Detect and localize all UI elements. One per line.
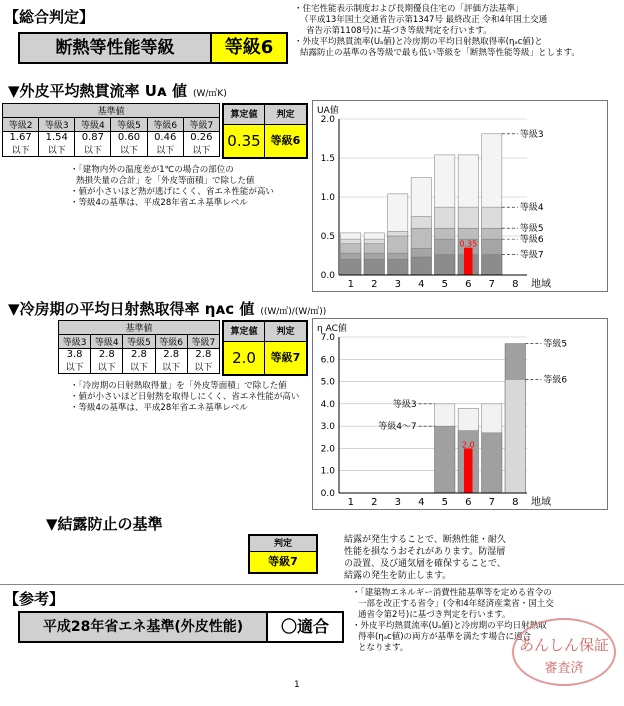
eta-result-box (222, 320, 308, 376)
ua-notes (70, 165, 310, 209)
y-tick-label: 4.0 (320, 399, 335, 410)
eta-std-cell (59, 349, 91, 374)
y-tick-label: 0.0 (320, 489, 335, 499)
y-tick-label: 0.0 (320, 271, 335, 281)
y-tick-label: 5.0 (320, 377, 335, 388)
ua-note-line: ・「建物内外の温度差が1℃の場合の部位の (70, 165, 234, 175)
ua-heading: ▼外皮平均熱貫流率 Uᴀ 値 (8, 82, 187, 100)
ua-group-header: 基準値 (3, 104, 220, 118)
overall-note-line: 省告示第1108号)に基づき等級判定を行います。 (306, 26, 492, 36)
calculated-value-label: 0.35 (459, 239, 478, 249)
reference-value: 〇適合 (266, 613, 342, 641)
series-label: 等級4～7 (378, 422, 417, 433)
ua-std-suffix: 以下 (11, 146, 30, 156)
ua-grade-header: 等級4 (75, 118, 111, 132)
series-label: 等級6 (543, 375, 568, 386)
eta-std-suffix: 以下 (162, 363, 181, 373)
eta-note-line: ・等級4の基準は、平成28年省エネ基準レベル (70, 403, 248, 413)
eta-notes (70, 381, 312, 414)
ua-chart (312, 100, 608, 292)
eta-grade-header: 等級5 (123, 335, 155, 349)
calculated-value-label: 2.0 (461, 440, 475, 450)
bar (364, 259, 384, 275)
condensation-judge-header: 判定 (250, 536, 316, 552)
eta-std-cell (187, 349, 219, 374)
condensation-heading: ▼結露防止の基準 (46, 515, 163, 533)
reference-note-line: ・外皮平均熱貫流率(Uₐ値)と冷房期の平均日射熱取 (352, 621, 547, 631)
eta-calc-header: 算定値 (224, 322, 265, 342)
bar (435, 255, 455, 275)
ua-std-suffix: 以下 (120, 146, 139, 156)
ua-grade-header: 等級3 (39, 118, 75, 132)
x-tick-label: 3 (394, 279, 401, 290)
x-tick-label: 1 (347, 279, 354, 290)
calculated-value-bar (464, 248, 472, 275)
x-tick-label: 1 (347, 497, 354, 508)
eta-note-line: ・「冷房期の日射熱取得量」を「外皮等面積」で除した値 (70, 381, 287, 391)
ua-note-line: 熱損失量の合計」を「外皮等面積」で除した値 (76, 176, 255, 186)
overall-notes (294, 4, 620, 59)
condensation-notes (344, 534, 544, 582)
ua-std-suffix: 以下 (156, 146, 175, 156)
section-divider (0, 584, 624, 585)
eta-judge-value: 等級7 (265, 342, 306, 374)
eta-std-suffix: 以下 (129, 363, 148, 373)
reference-note-line: 得率(ηₐc値)の両方が基準を満たす場合に適合 (358, 632, 532, 642)
ua-std-suffix: 以下 (47, 146, 66, 156)
stamp-line-1: あんしん保証 (518, 636, 609, 654)
ua-standards-table (2, 103, 220, 157)
x-tick-label: 5 (441, 279, 448, 290)
eta-grade-header: 等級7 (187, 335, 219, 349)
x-tick-label: 7 (488, 497, 495, 508)
ua-std-value: 1.67 (9, 132, 32, 143)
series-label: 等級7 (519, 250, 544, 261)
condensation-result-box (248, 534, 318, 574)
overall-result-box (18, 32, 288, 64)
y-tick-label: 7.0 (320, 333, 335, 343)
overall-note-line: ・住宅性能表示制度および長期優良住宅の「評価方法基準」 (294, 4, 524, 14)
ua-std-value: 0.26 (190, 132, 213, 143)
ua-std-value: 1.54 (45, 132, 68, 143)
bar (435, 426, 455, 493)
eta-std-value: 2.8 (163, 349, 180, 360)
eta-standards-table (58, 320, 220, 374)
reference-label: 平成28年省エネ基準(外皮性能) (20, 613, 266, 641)
eta-std-suffix: 以下 (97, 363, 116, 373)
bar (341, 259, 361, 275)
bar (482, 255, 502, 275)
eta-std-suffix: 以下 (194, 363, 213, 373)
overall-note-line: （平成13年国土交通省告示第1347号 最終改正 令和4年国土交通 (300, 15, 548, 25)
x-tick-label: 5 (441, 497, 448, 508)
ua-grade-header: 等級5 (111, 118, 147, 132)
bar (388, 259, 408, 275)
series-label: 等級3 (392, 399, 417, 410)
y-tick-label: 3.0 (320, 422, 335, 433)
eta-std-value: 3.8 (66, 349, 83, 360)
x-tick-label: 3 (394, 497, 401, 508)
ua-calc-value: 0.35 (224, 125, 265, 157)
eta-std-cell (123, 349, 155, 374)
reference-result-box (18, 611, 344, 643)
ua-std-cell (75, 132, 111, 157)
y-tick-label: 1.0 (320, 466, 335, 477)
ua-std-suffix: 以下 (83, 146, 102, 156)
eta-std-value: 2.8 (98, 349, 115, 360)
condensation-note-line: 結露が発生することで、断熱性能・耐久 (344, 535, 506, 545)
ua-note-line: ・等級4の基準は、平成28年省エネ基準レベル (70, 198, 248, 208)
eta-std-cell (91, 349, 123, 374)
x-tick-label: 4 (418, 497, 425, 508)
y-tick-label: 1.5 (320, 154, 335, 164)
eta-grade-header: 等級4 (91, 335, 123, 349)
ua-std-cell (3, 132, 39, 157)
bar (411, 257, 431, 275)
x-tick-label: 8 (512, 279, 519, 290)
overall-label: 断熱等性能等級 (20, 34, 210, 62)
ua-std-value: 0.60 (117, 132, 141, 143)
eta-std-value: 2.8 (195, 349, 212, 360)
series-label: 等級5 (519, 224, 544, 235)
reference-heading: 【参考】 (4, 590, 65, 608)
x-tick-label: 8 (512, 497, 519, 508)
ua-grade-header: 等級6 (147, 118, 183, 132)
chart-ylabel: η AC値 (317, 324, 347, 334)
overall-note-line: ・外皮平均熱貫流率(Uₐ値)と冷房期の平均日射熱取得率(ηₐc値)と (294, 37, 543, 47)
series-label: 等級4 (519, 203, 544, 214)
eta-group-header: 基準値 (59, 321, 220, 335)
y-tick-label: 6.0 (320, 355, 335, 366)
eta-chart (312, 318, 608, 510)
ua-std-cell (39, 132, 75, 157)
overall-note-line: 結露防止の基準の各等級で最も低い等級を「断熱等性能等級」とします。 (300, 48, 580, 58)
calculated-value-bar (464, 448, 472, 493)
eta-judge-header: 判定 (265, 322, 306, 342)
overall-heading: 【総合判定】 (4, 8, 95, 26)
eta-heading-row (8, 298, 326, 319)
ua-judge-header: 判定 (265, 105, 306, 125)
ua-calc-header: 算定値 (224, 105, 265, 125)
ua-grade-header: 等級7 (183, 118, 219, 132)
ua-std-cell (183, 132, 219, 157)
reference-note-line: となります。 (358, 643, 409, 653)
eta-note-line: ・値が小さいほど日射熱を取得しにくく、省エネ性能が高い (70, 392, 300, 402)
reference-note-line: ・「建築物エネルギー消費性能基準等を定める省令の (352, 588, 552, 598)
eta-unit: ((W/㎡)/(W/㎡)) (260, 307, 327, 317)
series-label: 等級6 (519, 235, 544, 246)
ua-result-box (222, 103, 308, 159)
reference-note-line: 通省令第2号)に基づき判定を行います。 (358, 610, 511, 620)
ua-std-cell (147, 132, 183, 157)
ua-unit: (W/㎡K) (192, 89, 227, 99)
ua-std-cell (111, 132, 147, 157)
ua-grade-header: 等級2 (3, 118, 39, 132)
condensation-note-line: 性能を損なうおそれがあります。防湿層 (344, 547, 506, 557)
x-tick-label: 4 (418, 279, 425, 290)
eta-grade-header: 等級6 (155, 335, 187, 349)
bar (505, 379, 525, 493)
condensation-note-line: 結露の発生を防止します。 (344, 571, 452, 581)
eta-grade-header: 等級3 (59, 335, 91, 349)
stamp-line-2: 審査済 (544, 661, 584, 676)
ua-note-line: ・値が小さいほど熱が逃げにくく、省エネ性能が高い (70, 187, 274, 197)
ua-heading-row (8, 80, 227, 101)
eta-heading: ▼冷房期の平均日射熱取得率 ηᴀᴄ 値 (8, 300, 255, 318)
y-tick-label: 0.5 (320, 232, 335, 242)
condensation-judge-value: 等級7 (250, 552, 316, 572)
overall-value: 等級6 (210, 34, 286, 62)
page-number: 1 (294, 680, 300, 690)
x-tick-label: 6 (465, 497, 472, 508)
x-tick-label: 2 (371, 497, 378, 508)
ua-std-suffix: 以下 (192, 146, 211, 156)
y-tick-label: 2.0 (320, 115, 335, 125)
eta-std-cell (155, 349, 187, 374)
approval-stamp (512, 618, 616, 686)
x-tick-label: 7 (488, 279, 495, 290)
x-tick-label: 2 (371, 279, 378, 290)
reference-note-line: 一部を改正する省令」(令和4年経済産業省・国土交 (358, 599, 554, 609)
chart-xlabel: 地域 (531, 279, 551, 290)
eta-calc-value: 2.0 (224, 342, 265, 374)
bar (482, 433, 502, 493)
y-tick-label: 2.0 (320, 444, 335, 455)
chart-xlabel: 地域 (531, 497, 551, 508)
condensation-note-line: の設置、及び通気層を確保することで、 (344, 559, 506, 569)
x-tick-label: 6 (465, 279, 472, 290)
series-label: 等級5 (543, 339, 568, 350)
ua-std-value: 0.46 (154, 132, 177, 143)
ua-std-value: 0.87 (81, 132, 105, 143)
series-label: 等級3 (519, 129, 544, 140)
chart-ylabel: UA値 (317, 106, 339, 116)
y-tick-label: 1.0 (320, 193, 335, 203)
eta-std-suffix: 以下 (65, 363, 84, 373)
ua-judge-value: 等級6 (265, 125, 306, 157)
eta-std-value: 2.8 (131, 349, 147, 360)
